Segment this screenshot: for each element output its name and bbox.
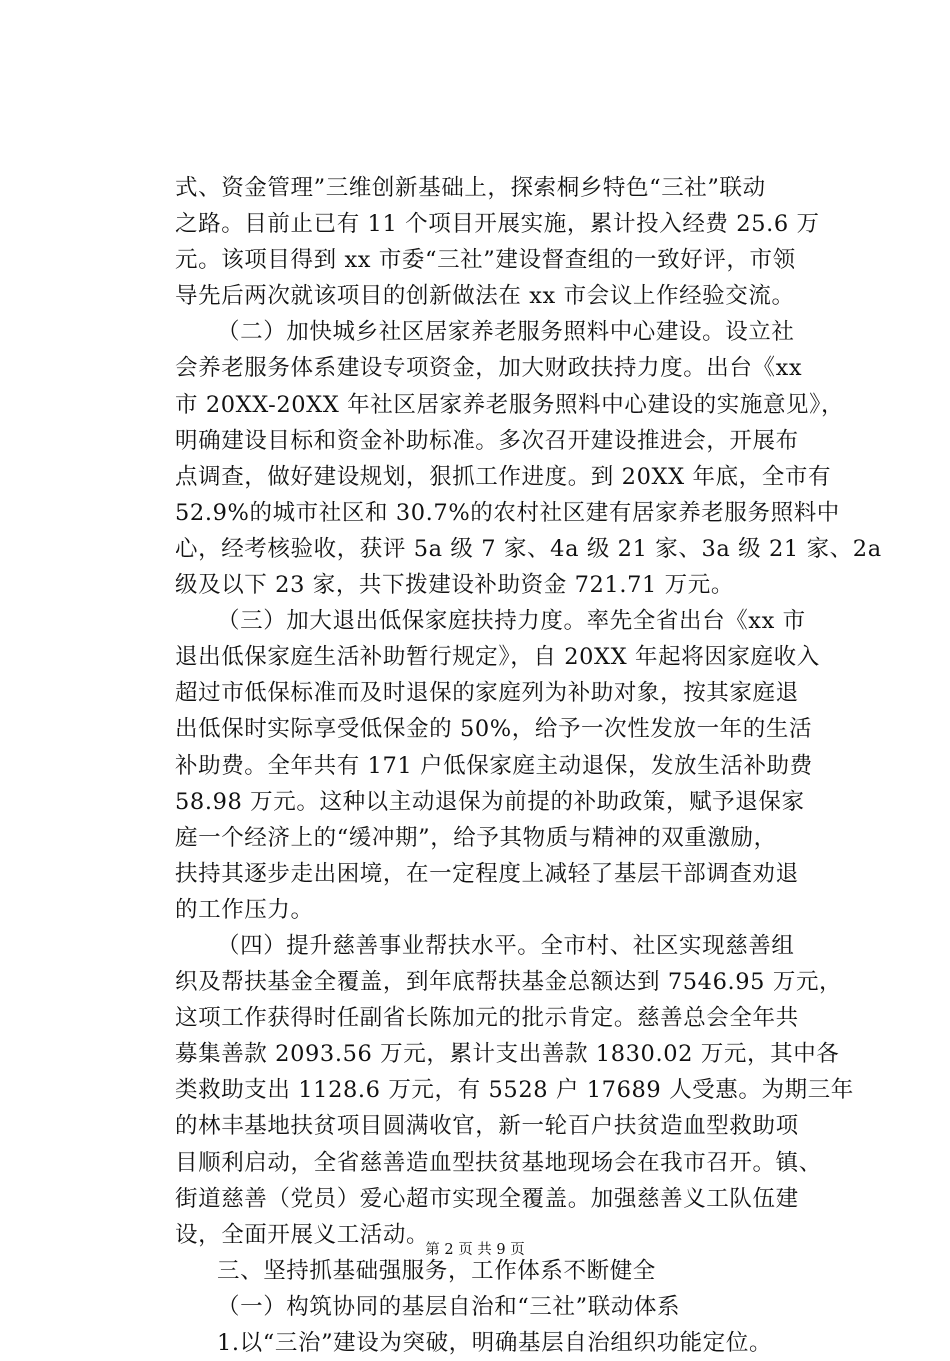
text-line: 设，全面开展义工活动。 <box>175 1221 430 1248</box>
text-line: 导先后两次就该项目的创新做法在 xx 市会议上作经验交流。 <box>175 283 795 310</box>
text-line: 募集善款 2093.56 万元，累计支出善款 1830.02 万元，其中各 <box>175 1041 840 1068</box>
paragraph-heading-line: （二）加快城乡社区居家养老服务照料中心建设。设立社 <box>217 319 795 346</box>
page-number-footer: 第 2 页 共 9 页 <box>425 1242 525 1258</box>
text-line: 会养老服务体系建设专项资金，加大财政扶持力度。出台《xx <box>175 355 803 382</box>
text-line: 类救助支出 1128.6 万元，有 5528 户 17689 人受惠。为期三年 <box>175 1077 854 1104</box>
text-line: 超过市低保标准而及时退保的家庭列为补助对象，按其家庭退 <box>175 680 799 707</box>
text-line: 的工作压力。 <box>175 896 314 923</box>
text-line: 之路。目前止已有 11 个项目开展实施，累计投入经费 25.6 万 <box>175 211 820 238</box>
text-line: 补助费。全年共有 171 户低保家庭主动退保，发放生活补助费 <box>175 752 813 779</box>
document-body <box>175 170 882 1361</box>
text-line: 点调查，做好建设规划，狠抓工作进度。到 20XX 年底，全市有 <box>175 463 832 490</box>
text-line: 58.98 万元。这种以主动退保为前提的补助政策，赋予退保家 <box>175 788 805 815</box>
paragraph-heading-line: （四）提升慈善事业帮扶水平。全市村、社区实现慈善组 <box>217 932 795 959</box>
text-line: 级及以下 23 家，共下拨建设补助资金 721.71 万元。 <box>175 572 734 599</box>
text-line: 52.9%的城市社区和 30.7%的农村社区建有居家养老服务照料中 <box>175 499 840 526</box>
text-line: 织及帮扶基金全覆盖，到年底帮扶基金总额达到 7546.95 万元， <box>175 969 843 996</box>
text-line: 这项工作获得时任副省长陈加元的批示肯定。慈善总会全年共 <box>175 1005 799 1032</box>
text-line: 目顺利启动，全省慈善造血型扶贫基地现场会在我市召开。镇、 <box>175 1149 822 1176</box>
text-line: 元。该项目得到 xx 市委“三社”建设督查组的一致好评，市领 <box>175 247 796 274</box>
text-line: 退出低保家庭生活补助暂行规定》，自 20XX 年起将因家庭收入 <box>175 644 820 671</box>
subsection-heading: （一）构筑协同的基层自治和“三社”联动体系 <box>217 1293 681 1320</box>
text-line: 明确建设目标和资金补助标准。多次召开建设推进会，开展布 <box>175 427 799 454</box>
text-line: 心，经考核验收，获评 5a 级 7 家、4a 级 21 家、3a 级 21 家、2a <box>175 535 882 562</box>
text-line: 扶持其逐步走出困境，在一定程度上减轻了基层干部调查劝退 <box>175 860 799 887</box>
numbered-item-heading: 1.以“三治”建设为突破，明确基层自治组织功能定位。 <box>217 1330 773 1356</box>
text-line: 出低保时实际享受低保金的 50%，给予一次性发放一年的生活 <box>175 716 813 743</box>
text-line: 市 20XX-20XX 年社区居家养老服务照料中心建设的实施意见》， <box>175 391 845 418</box>
paragraph-heading-line: （三）加大退出低保家庭扶持力度。率先全省出台《xx 市 <box>217 608 806 635</box>
text-line: 式、资金管理”三维创新基础上，探索桐乡特色“三社”联动 <box>175 175 766 201</box>
text-line: 庭一个经济上的“缓冲期”，给予其物质与精神的双重激励， <box>175 824 777 851</box>
text-line: 街道慈善（党员）爱心超市实现全覆盖。加强慈善义工队伍建 <box>175 1185 799 1212</box>
section-heading: 三、坚持抓基础强服务，工作体系不断健全 <box>217 1257 656 1284</box>
text-line: 的林丰基地扶贫项目圆满收官，新一轮百户扶贫造血型救助项 <box>175 1113 799 1140</box>
